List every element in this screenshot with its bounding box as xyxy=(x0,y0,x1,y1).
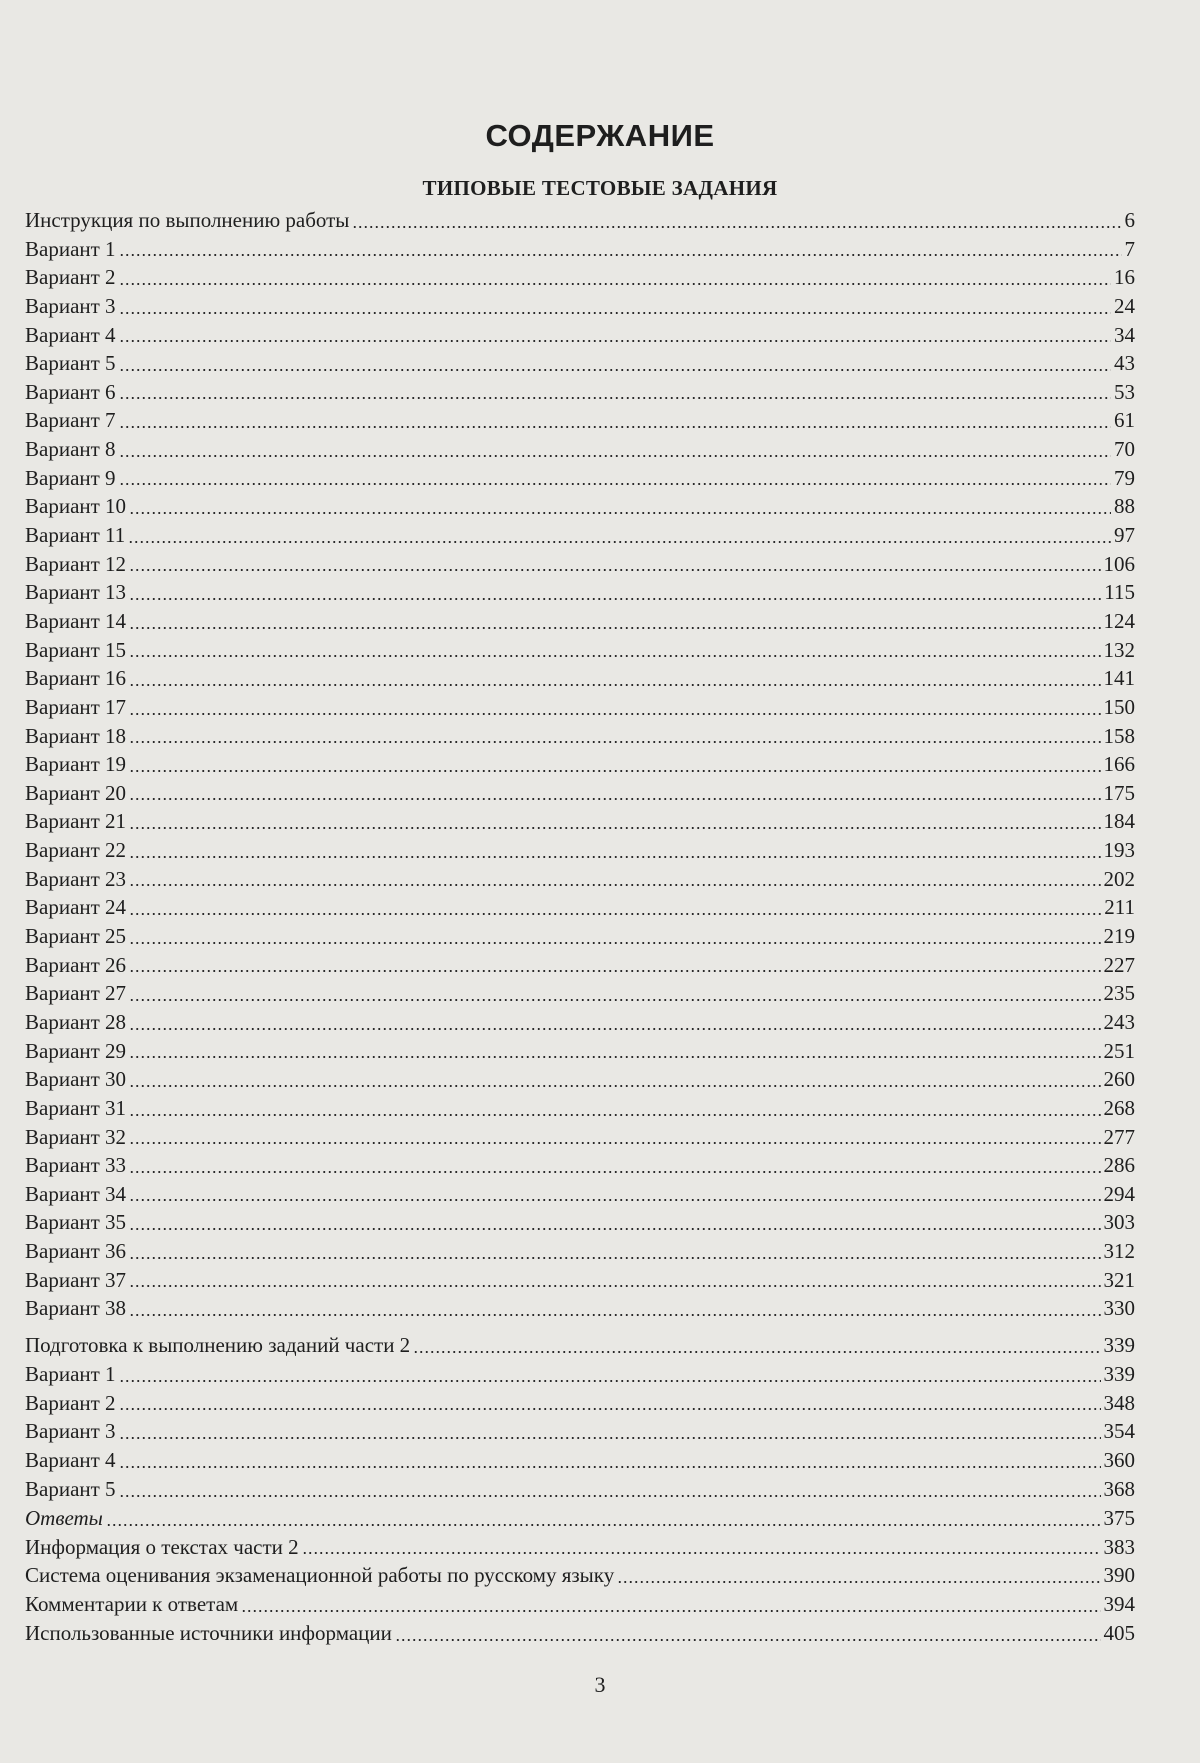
dot-leader xyxy=(302,1552,1101,1554)
toc-entry-page: 339 xyxy=(1103,1333,1135,1357)
toc-entry xyxy=(25,1475,1135,1504)
toc-entry-page: 24 xyxy=(1114,293,1135,318)
dot-leader xyxy=(119,340,1111,342)
page-title: СОДЕРЖАНИЕ xyxy=(485,118,715,153)
toc-entry xyxy=(25,435,1135,464)
toc-entry-label: Информация о текстах части 2 xyxy=(25,1534,299,1559)
toc-entry-label: Вариант 4 xyxy=(25,322,116,347)
toc-list-part2 xyxy=(25,1331,1135,1648)
toc-entry xyxy=(25,1561,1135,1590)
toc-entry-label: Инструкция по выполнению работы xyxy=(25,208,350,232)
dot-leader xyxy=(119,1380,1101,1382)
toc-entry-label: Вариант 2 xyxy=(25,265,116,290)
toc-entry xyxy=(25,893,1135,922)
toc-entry-page: 390 xyxy=(1103,1563,1135,1588)
toc-entry xyxy=(25,664,1135,693)
dot-leader xyxy=(119,1466,1101,1468)
toc-entry-page: 97 xyxy=(1114,523,1135,548)
dot-leader xyxy=(129,1171,1100,1173)
toc-entry xyxy=(25,1504,1135,1533)
toc-list-tests xyxy=(25,206,1135,1323)
toc-entry-page: 184 xyxy=(1103,809,1135,834)
dot-leader xyxy=(129,1314,1100,1316)
toc-entry-label: Вариант 5 xyxy=(25,1476,116,1501)
toc-entry-label: Вариант 38 xyxy=(25,1296,127,1321)
toc-entry-label: Вариант 24 xyxy=(25,895,127,920)
dot-leader xyxy=(119,254,1122,256)
dot-leader xyxy=(241,1610,1100,1612)
dot-leader xyxy=(119,369,1111,371)
toc-entry-label: Вариант 2 xyxy=(25,1390,116,1415)
dot-leader xyxy=(129,999,1100,1001)
dot-leader xyxy=(119,455,1111,457)
toc-entry xyxy=(25,1619,1135,1648)
toc-entry-label: Система оценивания экзаменационной работы по русскому языку xyxy=(25,1563,615,1588)
toc-entry-page: 150 xyxy=(1103,694,1135,719)
toc-entry-page: 368 xyxy=(1103,1476,1135,1501)
toc-entry-page: 243 xyxy=(1103,1009,1135,1034)
toc-entry-label: Вариант 23 xyxy=(25,866,127,891)
toc-entry xyxy=(25,464,1135,493)
toc-entry xyxy=(25,206,1135,235)
toc-entry-page: 16 xyxy=(1114,265,1135,290)
dot-leader xyxy=(119,397,1111,399)
toc-entry xyxy=(25,406,1135,435)
toc-entry-label: Вариант 3 xyxy=(25,293,116,318)
toc-entry-page: 348 xyxy=(1103,1390,1135,1415)
toc-entry xyxy=(25,235,1135,264)
toc-entry-page: 321 xyxy=(1103,1267,1135,1292)
toc-entry-label: Вариант 28 xyxy=(25,1009,127,1034)
toc-entry-page: 394 xyxy=(1103,1592,1135,1617)
toc-entry-label: Вариант 5 xyxy=(25,351,116,376)
toc-entry-label: Вариант 37 xyxy=(25,1267,127,1292)
toc-entry-page: 193 xyxy=(1103,838,1135,863)
toc-entry-page: 286 xyxy=(1103,1153,1135,1178)
toc-entry xyxy=(25,1417,1135,1446)
toc-entry xyxy=(25,1008,1135,1037)
toc-entry xyxy=(25,1331,1135,1360)
dot-leader xyxy=(129,1285,1100,1287)
toc-entry xyxy=(25,1294,1135,1323)
toc-entry-label: Вариант 14 xyxy=(25,608,127,633)
toc-entry-page: 211 xyxy=(1104,895,1135,920)
dot-leader xyxy=(119,1408,1101,1410)
toc-entry-page: 405 xyxy=(1103,1620,1135,1645)
dot-leader xyxy=(129,913,1101,915)
dot-leader xyxy=(129,1056,1100,1058)
dot-leader xyxy=(119,483,1111,485)
toc-entry xyxy=(25,492,1135,521)
toc-entry xyxy=(25,693,1135,722)
dot-leader xyxy=(129,655,1100,657)
toc-entry-label: Вариант 30 xyxy=(25,1067,127,1092)
toc-entry xyxy=(25,750,1135,779)
toc-entry xyxy=(25,1389,1135,1418)
toc-entry xyxy=(25,836,1135,865)
dot-leader xyxy=(129,741,1100,743)
dot-leader xyxy=(129,770,1100,772)
toc-entry xyxy=(25,779,1135,808)
toc-entry-label: Вариант 25 xyxy=(25,924,127,949)
toc-entry xyxy=(25,1151,1135,1180)
toc-entry-label: Вариант 16 xyxy=(25,666,127,691)
dot-leader xyxy=(129,1257,1100,1259)
toc-entry-label: Вариант 32 xyxy=(25,1124,127,1149)
toc-entry xyxy=(25,1446,1135,1475)
toc-entry-page: 53 xyxy=(1114,379,1135,404)
toc-entry xyxy=(25,263,1135,292)
dot-leader xyxy=(395,1639,1101,1641)
dot-leader xyxy=(106,1524,1101,1526)
toc-entry-label: Вариант 31 xyxy=(25,1095,127,1120)
dot-leader xyxy=(119,312,1111,314)
toc-entry xyxy=(25,321,1135,350)
dot-leader xyxy=(129,798,1100,800)
toc-entry xyxy=(25,865,1135,894)
toc-entry-label: Вариант 1 xyxy=(25,1361,116,1386)
toc-entry-page: 330 xyxy=(1103,1296,1135,1321)
toc-entry xyxy=(25,1094,1135,1123)
toc-entry-page: 235 xyxy=(1103,981,1135,1006)
toc-entry-label: Вариант 10 xyxy=(25,494,127,519)
toc-entry xyxy=(25,922,1135,951)
toc-entry-page: 88 xyxy=(1114,494,1135,519)
toc-entry-page: 260 xyxy=(1103,1067,1135,1092)
toc-entry-label: Ответы xyxy=(25,1505,103,1530)
toc-entry-label: Вариант 18 xyxy=(25,723,127,748)
toc-entry-page: 175 xyxy=(1103,780,1135,805)
dot-leader xyxy=(617,1581,1100,1583)
toc-entry xyxy=(25,578,1135,607)
toc-entry-label: Вариант 4 xyxy=(25,1448,116,1473)
toc-entry-page: 43 xyxy=(1114,351,1135,376)
toc-entry xyxy=(25,1590,1135,1619)
toc-entry-page: 294 xyxy=(1103,1181,1135,1206)
toc-entry xyxy=(25,1065,1135,1094)
toc-entry-page: 339 xyxy=(1103,1361,1135,1386)
toc-entry xyxy=(25,607,1135,636)
dot-leader xyxy=(129,569,1100,571)
toc-entry-label: Вариант 13 xyxy=(25,580,127,605)
toc-entry-label: Вариант 1 xyxy=(25,236,116,261)
toc-entry-page: 106 xyxy=(1103,551,1135,576)
toc-entry-label: Вариант 3 xyxy=(25,1419,116,1444)
toc-entry xyxy=(25,1360,1135,1389)
dot-leader xyxy=(129,1028,1100,1030)
toc-entry xyxy=(25,1180,1135,1209)
toc-entry-page: 360 xyxy=(1103,1448,1135,1473)
toc-entry-page: 124 xyxy=(1103,608,1135,633)
dot-leader xyxy=(129,884,1100,886)
toc-entry-page: 375 xyxy=(1103,1505,1135,1530)
dot-leader xyxy=(129,1085,1100,1087)
dot-leader xyxy=(129,684,1100,686)
toc-entry-label: Вариант 36 xyxy=(25,1239,127,1264)
toc-entry-label: Вариант 17 xyxy=(25,694,127,719)
toc-entry xyxy=(25,1237,1135,1266)
toc-entry-label: Вариант 33 xyxy=(25,1153,127,1178)
toc-entry-label: Вариант 22 xyxy=(25,838,127,863)
toc-entry xyxy=(25,1208,1135,1237)
toc-entry xyxy=(25,550,1135,579)
toc-entry-page: 219 xyxy=(1103,924,1135,949)
toc-entry xyxy=(25,1123,1135,1152)
toc-entry-label: Вариант 21 xyxy=(25,809,127,834)
toc-entry-label: Вариант 20 xyxy=(25,780,127,805)
toc-entry-label: Подготовка к выполнению заданий части 2 xyxy=(25,1333,411,1357)
dot-leader xyxy=(129,598,1101,600)
dot-leader xyxy=(129,1114,1100,1116)
dot-leader xyxy=(129,1228,1100,1230)
toc-entry-page: 34 xyxy=(1114,322,1135,347)
toc-entry-page: 354 xyxy=(1103,1419,1135,1444)
toc-entry-page: 227 xyxy=(1103,952,1135,977)
toc-entry xyxy=(25,349,1135,378)
section-title: ТИПОВЫЕ ТЕСТОВЫЕ ЗАДАНИЯ xyxy=(422,176,778,200)
toc-entry-label: Вариант 11 xyxy=(25,523,126,548)
toc-entry-page: 166 xyxy=(1103,752,1135,777)
toc-entry-page: 141 xyxy=(1103,666,1135,691)
toc-entry-label: Вариант 35 xyxy=(25,1210,127,1235)
toc-entry-page: 277 xyxy=(1103,1124,1135,1149)
toc-entry-label: Вариант 6 xyxy=(25,379,116,404)
dot-leader xyxy=(119,283,1111,285)
toc-entry-page: 61 xyxy=(1114,408,1135,433)
toc-entry-page: 251 xyxy=(1103,1038,1135,1063)
dot-leader xyxy=(129,512,1111,514)
dot-leader xyxy=(129,827,1100,829)
toc-entry-page: 383 xyxy=(1103,1534,1135,1559)
toc-entry-page: 7 xyxy=(1124,236,1135,261)
dot-leader xyxy=(129,856,1100,858)
toc-entry-label: Вариант 34 xyxy=(25,1181,127,1206)
toc-entry-page: 70 xyxy=(1114,437,1135,462)
toc-entry xyxy=(25,979,1135,1008)
toc-entry-page: 268 xyxy=(1103,1095,1135,1120)
toc-entry-label: Вариант 26 xyxy=(25,952,127,977)
dot-leader xyxy=(119,426,1111,428)
dot-leader xyxy=(129,1199,1100,1201)
toc-entry xyxy=(25,722,1135,751)
toc-entry xyxy=(25,1533,1135,1562)
dot-leader xyxy=(129,970,1100,972)
dot-leader xyxy=(129,1142,1100,1144)
toc-entry-label: Вариант 7 xyxy=(25,408,116,433)
toc-entry-label: Комментарии к ответам xyxy=(25,1592,239,1617)
toc-entry-label: Вариант 12 xyxy=(25,551,127,576)
dot-leader xyxy=(413,1351,1100,1353)
dot-leader xyxy=(119,1437,1101,1439)
toc-entry xyxy=(25,807,1135,836)
toc-entry-label: Вариант 9 xyxy=(25,465,116,490)
toc-entry-label: Вариант 19 xyxy=(25,752,127,777)
toc-entry xyxy=(25,292,1135,321)
toc-entry-page: 6 xyxy=(1124,208,1135,232)
toc-entry-label: Вариант 27 xyxy=(25,981,127,1006)
toc-entry-page: 303 xyxy=(1103,1210,1135,1235)
toc-entry-page: 132 xyxy=(1103,637,1135,662)
toc-entry xyxy=(25,378,1135,407)
dot-leader xyxy=(128,541,1111,543)
toc-entry-label: Вариант 8 xyxy=(25,437,116,462)
toc-entry-label: Вариант 15 xyxy=(25,637,127,662)
toc-entry-label: Вариант 29 xyxy=(25,1038,127,1063)
dot-leader xyxy=(352,226,1121,228)
toc-entry xyxy=(25,951,1135,980)
toc-entry xyxy=(25,636,1135,665)
dot-leader xyxy=(129,627,1100,629)
toc-entry xyxy=(25,521,1135,550)
dot-leader xyxy=(119,1495,1101,1497)
dot-leader xyxy=(129,942,1100,944)
dot-leader xyxy=(129,713,1100,715)
toc-entry-label: Использованные источники информации xyxy=(25,1620,392,1645)
toc-entry-page: 158 xyxy=(1103,723,1135,748)
toc-entry xyxy=(25,1037,1135,1066)
toc-entry-page: 202 xyxy=(1103,866,1135,891)
toc-entry-page: 79 xyxy=(1114,465,1135,490)
toc-entry-page: 115 xyxy=(1104,580,1135,605)
page-number: 3 xyxy=(594,1672,606,1697)
toc-entry-page: 312 xyxy=(1103,1239,1135,1264)
toc-entry xyxy=(25,1266,1135,1295)
